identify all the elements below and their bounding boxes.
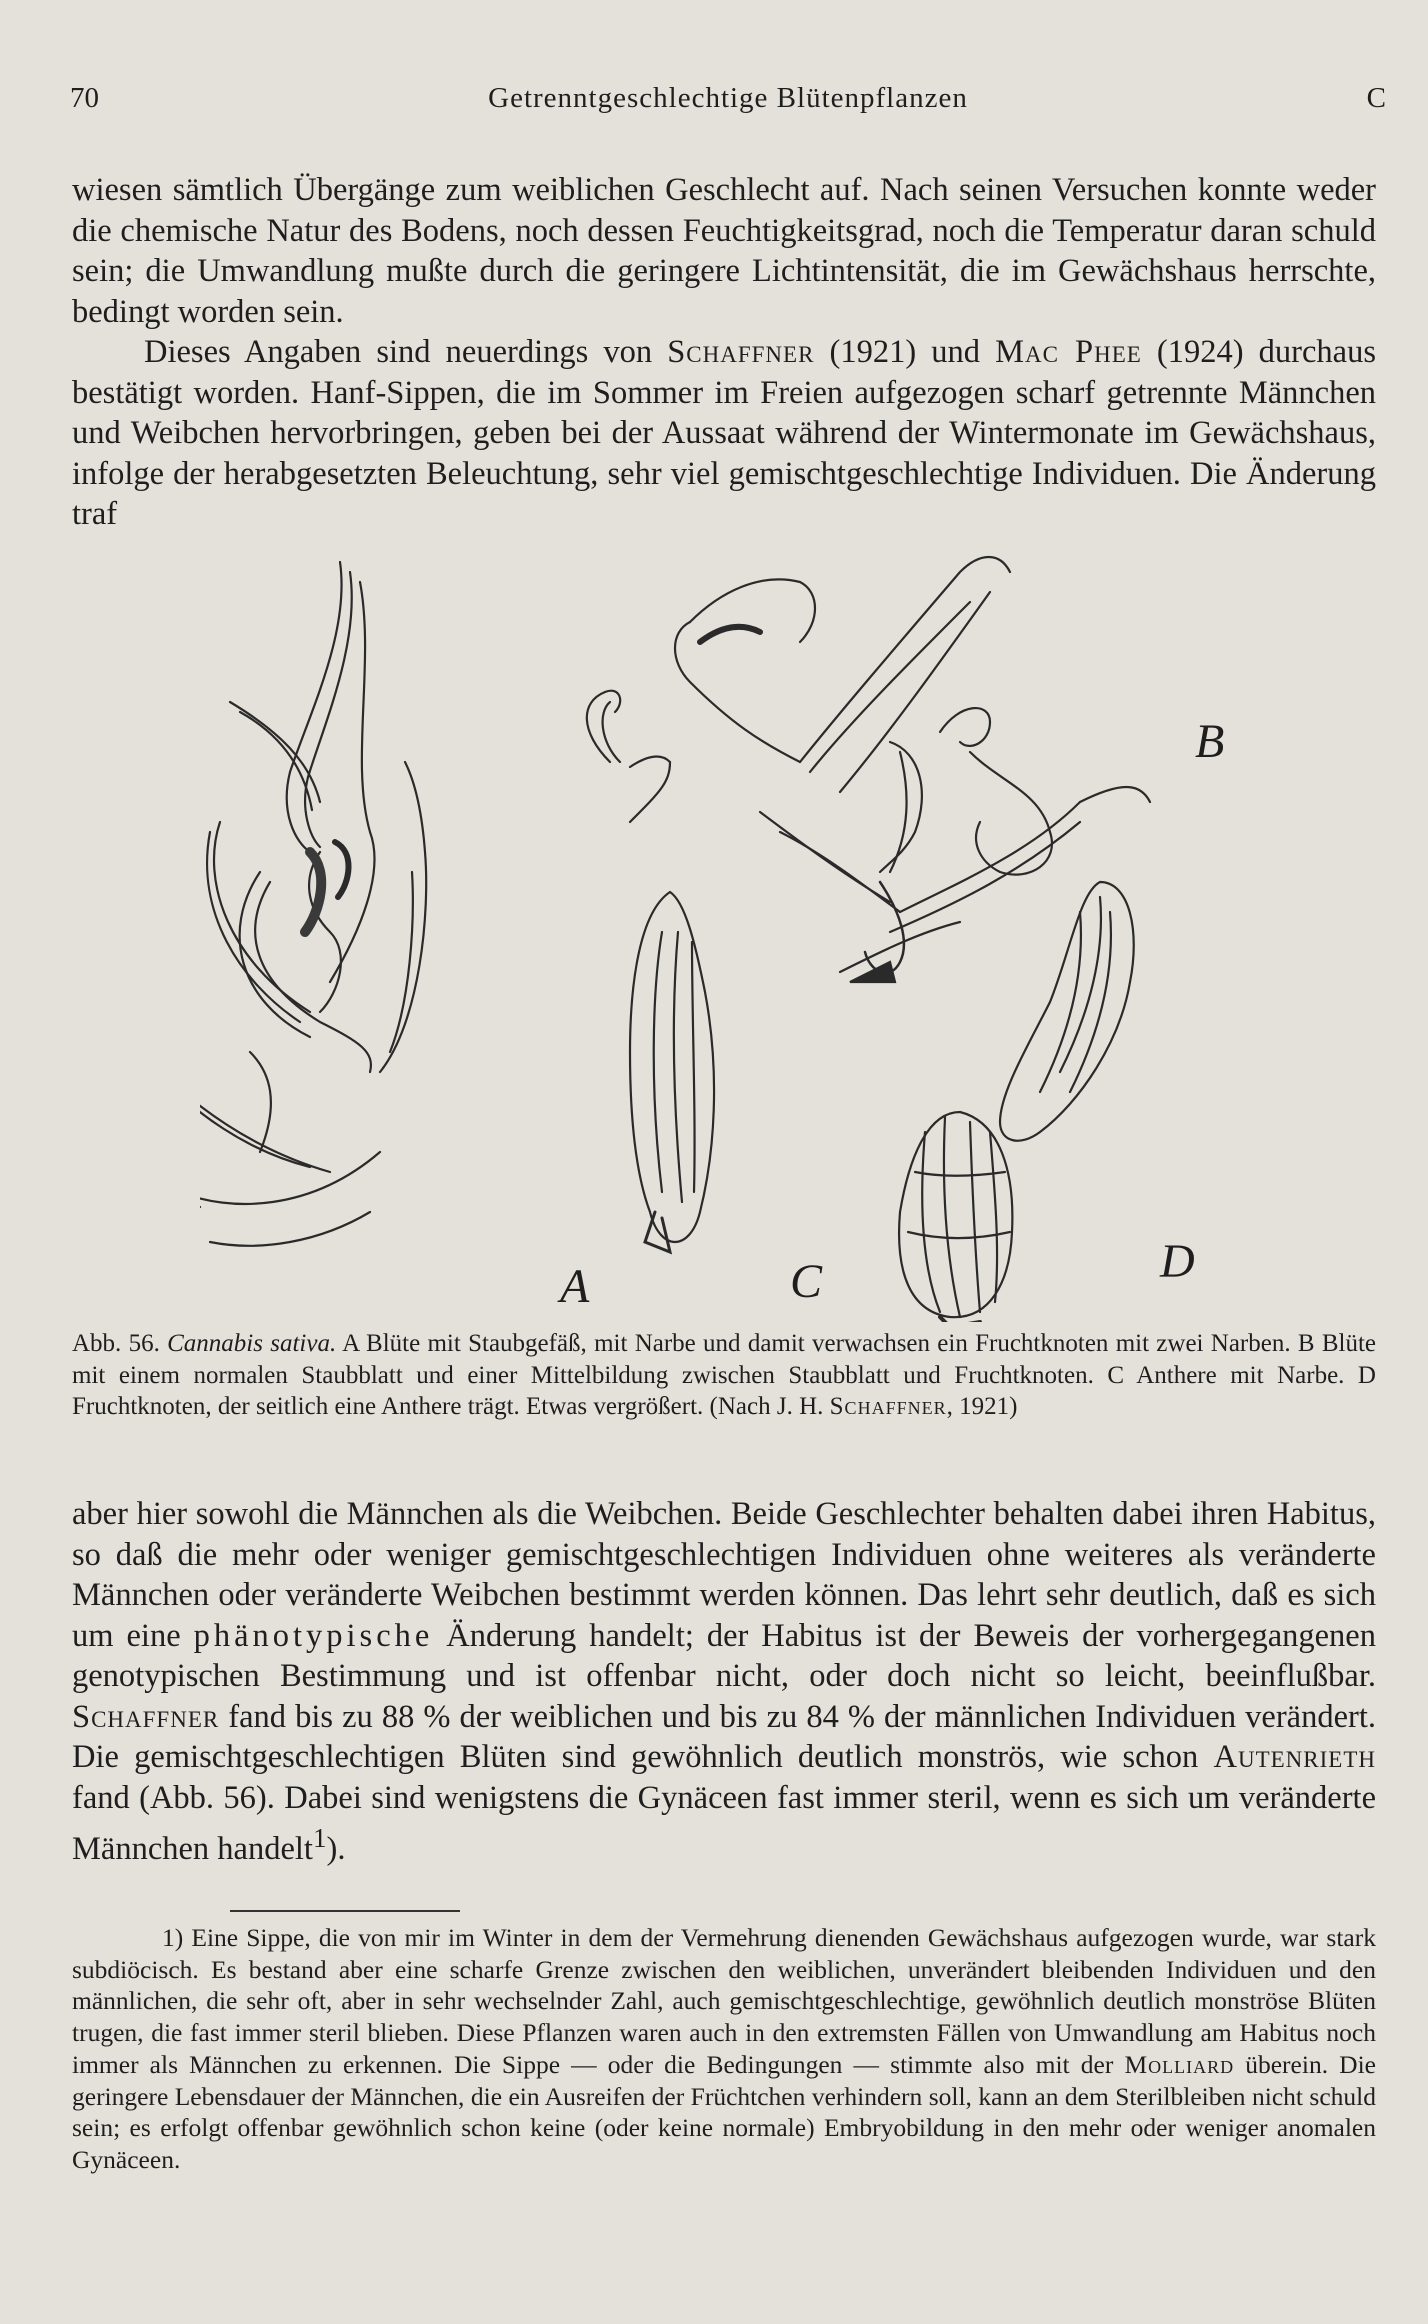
drawing-d (899, 882, 1134, 1322)
footnote (72, 1922, 1376, 2176)
text-run: fand (Abb. 56). Dabei sind wenigstens die Gynäceen fast immer steril, wenn es sich um veränderte Männchen handelt (72, 1779, 1376, 1867)
paragraph (72, 332, 1376, 535)
caption-text: A Blüte mit Staubgefäß, mit Narbe und damit verwachsen ein Fruchtknoten mit zwei Narben. B Blüte mit einem normalen Staubblatt und einer Mittelbildung zwischen Staubblatt und Fruchtknoten. C Anthere mit Narbe. D Fruchtknoten, der seitlich eine Anthere trägt. Etwas vergrößert. (Nach J. H. (72, 1330, 1376, 1420)
text-run: (1921) und (814, 334, 996, 370)
caption-lead: Abb. 56. (72, 1330, 168, 1357)
signature-mark: C (1366, 82, 1386, 114)
text-run: Dieses Angaben sind neuerdings von (144, 334, 668, 370)
label-c: C (790, 1255, 823, 1308)
label-b: B (1195, 715, 1225, 768)
drawing-c (587, 691, 714, 1252)
page-header (70, 82, 1386, 122)
footnote-divider (230, 1910, 460, 1912)
text-run: Änderung handelt; der Habitus ist der Beweis der vorhergegangenen genotypischen Bestimmung und ist offenbar nicht, oder doch nicht so leicht, beeinflußbar. (72, 1617, 1376, 1694)
caption-species: Cannabis sativa. (167, 1330, 337, 1357)
label-d: D (1160, 1235, 1195, 1288)
author-name: Schaffner (667, 334, 815, 370)
paragraph (72, 1494, 1376, 1869)
author-name: Schaffner (829, 1393, 947, 1420)
label-a: A (560, 1260, 590, 1313)
body-text-top (72, 170, 1376, 535)
drawing-a (200, 562, 426, 1246)
author-name: Molliard (1124, 2049, 1235, 2079)
body-text-bottom (72, 1494, 1376, 1869)
figure-cannabis-illustration (200, 552, 1240, 1322)
footnote-reference[interactable]: 1 (312, 1823, 327, 1853)
text-run: aber hier sowohl die Männchen als die Weibchen. Beide Geschlechter behalten dabei ihren Habitus, so daß die mehr oder weniger gemischtgeschlechtigen Individuen ohne weiteres als veränderte Männchen oder veränderte Weibchen bestimmt werden können. Das lehrt sehr deutlich, daß es sich um eine (72, 1496, 1376, 1654)
emphasized-term: phänotypische (193, 1617, 434, 1654)
text-run: (1924) durchaus bestätigt worden. Hanf-Sippen, die im Sommer im Freien aufgezogen scharf getrennte Männchen und Weibchen hervorbringen, geben bei der Aussaat während der Wintermonate im Gewächshaus, infolge der herabgesetzten Beleuchtung, sehr viel gemischtgeschlechtige Individuen. Die Änderung traf (72, 334, 1376, 532)
paragraph: wiesen sämtlich Übergänge zum weiblichen Geschlecht auf. Nach seinen Versuchen konnte weder die chemische Natur des Bodens, noch dessen Feuchtigkeitsgrad, noch die Temperatur daran schuld sein; die Umwandlung mußte durch die geringere Lichtintensität, die im Gewächshaus herrschte, bedingt worden sein. (72, 172, 1376, 330)
author-name: Schaffner (72, 1698, 220, 1735)
botanical-drawing (200, 552, 1240, 1322)
text-run: 1) Eine Sippe, die von mir im Winter in dem der Vermehrung dienenden Gewächshaus aufgezogen wurde, war stark subdiöcisch. Es bestand aber eine scharfe Grenze zwischen den weiblichen, unverändert bleibenden Individuen und den männlichen, die sehr oft, aber in sehr wechselnder Zahl, auch gemischtgeschlechtige, gewöhnlich deutlich monströse Blüten trugen, die fast immer steril blieben. Diese Pflanzen waren auch in den extremsten Fällen von Umwandlung am Habitus noch immer als Männchen zu erkennen. Die Sippe — oder die Bedingungen — stimmte also mit der (72, 1923, 1376, 2079)
author-name: Autenrieth (1213, 1739, 1376, 1775)
caption-tail: , 1921) (946, 1393, 1018, 1420)
page-number: 70 (70, 82, 99, 114)
text-run: überein. Die geringere Lebensdauer der Männchen, die ein Ausreifen der Früchtchen verhindern soll, kann an dem Sterilbleiben nicht schuld sein; es erfolgt offenbar gewöhnlich schon keine (oder keine normale) Embryobildung in den mehr oder weniger anomalen Gynäceen. (72, 2049, 1376, 2174)
figure-caption (72, 1328, 1376, 1423)
footnote-paragraph (72, 1922, 1376, 2176)
text-run: fand bis zu 88 % der weiblichen und bis zu 84 % der männlichen Individuen verändert. Die gemischtgeschlechtigen Blüten sind gewöhnlich deutlich monströs, wie schon (72, 1698, 1376, 1775)
author-name: Mac Phee (995, 334, 1142, 370)
text-run: ). (326, 1830, 346, 1867)
running-title: Getrenntgeschlechtige Blütenpflanzen (488, 82, 968, 114)
